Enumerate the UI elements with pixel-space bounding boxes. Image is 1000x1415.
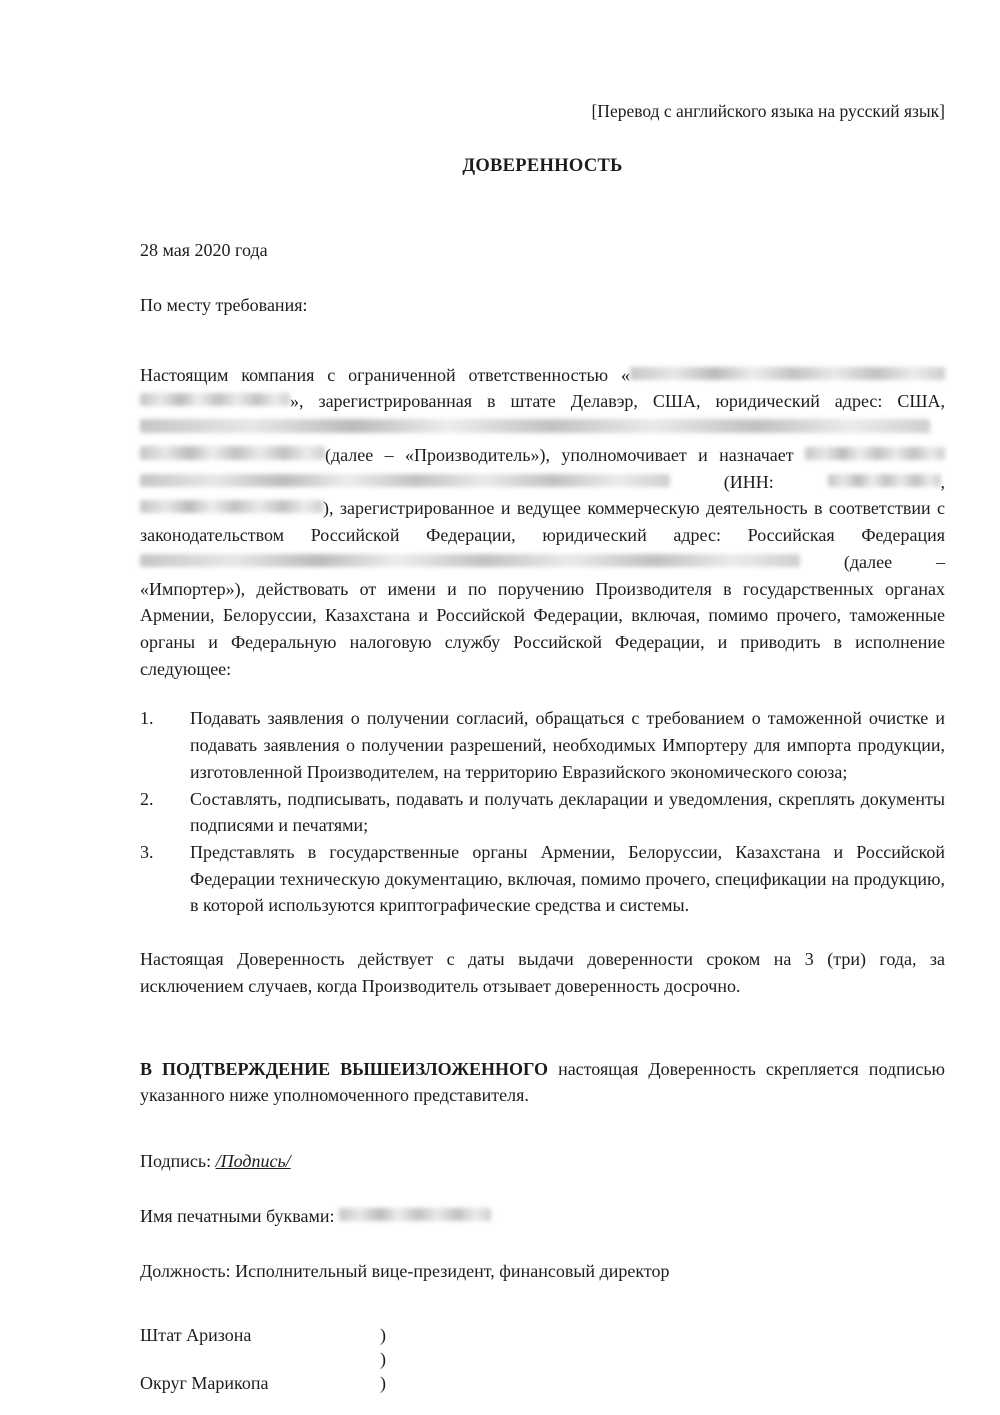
document-date: 28 мая 2020 года (140, 239, 268, 260)
list-item (140, 839, 945, 919)
preamble-segment-7: (далее – «Импортер»), действовать от имени и по поручению Производителя в государственных органах Армении, Белоруссии, Казахстана и Российской Федерации, включая, помимо прочего, таможенные органы и Федеральную налоговую службу Российской Федерации, и приводить в исполнение следующее: (140, 551, 946, 679)
redacted-manufacturer-name-cont (140, 393, 290, 406)
redacted-importer-name-cont (140, 474, 670, 487)
preamble-segment-2: », зарегистрированная в штате Делавэр, США, юридический адрес: США, (290, 391, 945, 412)
list-item-number: 3. (140, 841, 154, 862)
preamble-segment-6: ), зарегистрированное и ведущее коммерческую деятельность в соответствии с законодательством Российской Федерации, юридический адрес: Российская Федерация (140, 498, 945, 546)
list-item-text: Подавать заявления о получении согласий, обращаться с требованием о таможенной очистке и подавать заявления о получении разрешений, необходимых Импортеру для импорта продукции, изготовленной Производителем, на территорию Евразийского экономического союза; (190, 708, 945, 782)
position-label: Должность: (140, 1261, 231, 1281)
list-item (140, 786, 945, 839)
venue-state-row (140, 1326, 945, 1350)
printed-name-line (140, 1206, 945, 1227)
redacted-manufacturer-address-cont (140, 446, 325, 460)
preamble-segment-4: (ИНН: (723, 471, 774, 492)
witness-lead-text: В ПОДТВЕРЖДЕНИЕ ВЫШЕИЗЛОЖЕННОГО (140, 1058, 549, 1079)
list-item-number: 2. (140, 788, 154, 809)
redacted-importer-name (805, 447, 945, 460)
redacted-manufacturer-name (630, 367, 945, 380)
page-title: ДОВЕРЕННОСТЬ (462, 155, 623, 176)
list-item (140, 705, 945, 785)
venue-paren: ) (380, 1325, 386, 1345)
venue-county-label: Округ Марикопа (140, 1373, 269, 1393)
redacted-ogrn-value (140, 500, 323, 513)
position-line (140, 1261, 945, 1282)
preamble-segment-3: (далее – «Производитель»), уполномочивает и назначает (325, 444, 794, 465)
venue-state-label: Штат Аризона (140, 1325, 252, 1345)
list-item-text: Представлять в государственные органы Армении, Белоруссии, Казахстана и Российской Федерации техническую документацию, включая, помимо прочего, спецификации на продукцию, в которой используются криптографические средства и системы. (190, 841, 945, 916)
venue-paren: ) (380, 1349, 386, 1369)
witness-paragraph (140, 1056, 945, 1109)
printed-name-label: Имя печатными буквами: (140, 1206, 335, 1226)
preamble-segment-1: Настоящим компания с ограниченной ответственностью « (140, 364, 630, 385)
addressee-line: По месту требования: (140, 294, 308, 315)
term-paragraph: Настоящая Доверенность действует с даты выдачи доверенности сроком на 3 (три) года, за исключением случаев, когда Производитель отзывает доверенность досрочно. (140, 949, 945, 996)
list-item-text: Составлять, подписывать, подавать и получать декларации и уведомления, скреплять документы подписями и печатями; (190, 788, 945, 836)
venue-paren: ) (380, 1373, 386, 1393)
preamble-segment-5: , (940, 471, 945, 492)
venue-county-row (140, 1374, 945, 1398)
signature-line (140, 1151, 945, 1172)
position-value: Исполнительный вице-президент, финансовый директор (235, 1261, 670, 1281)
signature-label: Подпись: (140, 1151, 212, 1171)
redacted-printed-name (339, 1208, 491, 1221)
signature-value: /Подпись/ (215, 1151, 291, 1171)
notary-venue-block (140, 1326, 945, 1398)
witness-rest-text: настоящая Доверенность скрепляется подписью указанного ниже уполномоченного представителя. (140, 1058, 945, 1106)
redacted-manufacturer-address (140, 419, 930, 433)
translation-note: [Перевод с английского языка на русский язык] (591, 101, 945, 121)
list-item-number: 1. (140, 708, 154, 729)
powers-list (140, 705, 945, 919)
redacted-inn-value (828, 474, 941, 487)
venue-middle-row (140, 1350, 945, 1374)
preamble-paragraph (140, 362, 945, 683)
document-body (140, 0, 945, 1398)
redacted-importer-address (140, 554, 800, 567)
